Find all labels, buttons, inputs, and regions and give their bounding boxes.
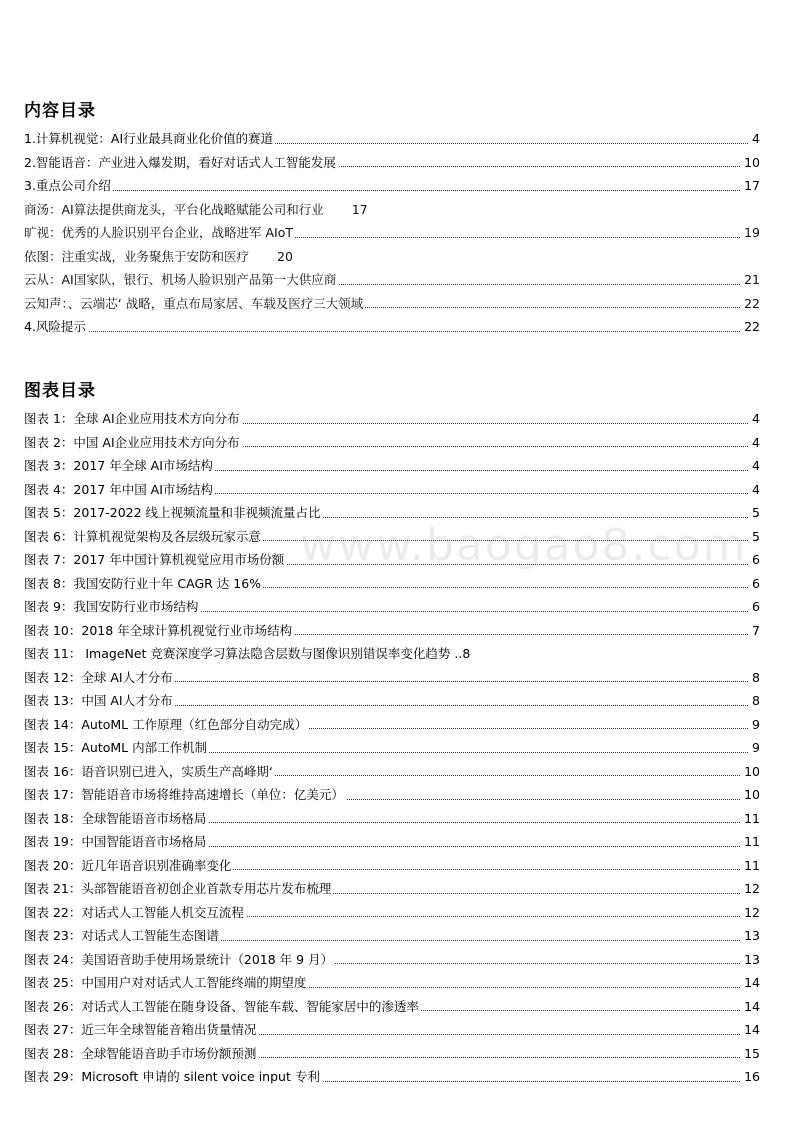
toc-entry-page: 17: [351, 201, 368, 217]
toc-entry-label: 依图：注重实战，业务聚焦于安防和医疗: [24, 248, 250, 264]
figure-entry[interactable]: [24, 1042, 760, 1066]
figure-entry-label: 图表 11： ImageNet 竞赛深度学习算法隐含层数与图像识别错误率变化趋势 ..8: [24, 646, 471, 661]
figure-entry-label: 图表 4：2017 年中国 AI市场结构: [24, 481, 213, 497]
figure-entry-page: 11: [740, 830, 760, 854]
toc-entry-page: 17: [740, 174, 760, 198]
watermark: www.baogao8.com: [300, 520, 748, 571]
figure-entry-label: 图表 29：Microsoft 申请的 silent voice input 专利: [24, 1069, 320, 1084]
toc-entry-label: 旷视：优秀的人脸识别平台企业，战略进军 AIoT: [24, 225, 293, 240]
contents-list: [24, 127, 760, 339]
figure-entry-label: 图表 18：全球智能语音市场格局: [24, 810, 207, 826]
figure-entry[interactable]: [24, 901, 760, 925]
figure-entry-label: 图表 9：我国安防行业市场结构: [24, 599, 199, 614]
figure-entry-label: 图表 10：2018 年全球计算机视觉行业市场结构: [24, 622, 293, 638]
toc-entry-label: 云知声：、云端芯‘ 战略，重点布局家居、车载及医疗三大领域: [24, 295, 364, 311]
figure-entry[interactable]: [24, 1018, 760, 1042]
figure-entry-label: 图表 5：2017-2022 线上视频流量和非视频流量占比: [24, 505, 321, 520]
figure-entry-label: 图表 16：语音识别已进入，实质生产高峰期‘: [24, 763, 273, 779]
figure-entry-label: 图表 12：全球 AI人才分布: [24, 669, 173, 685]
figure-entry-page: 5: [748, 501, 760, 525]
figure-entry-label: 图表 1：全球 AI企业应用技术方向分布: [24, 411, 240, 426]
figure-entry[interactable]: [24, 877, 760, 901]
figure-entry-page: 12: [740, 901, 760, 925]
toc-entry[interactable]: [24, 292, 760, 316]
figure-entry-label: 图表 20：近几年语音识别准确率变化: [24, 857, 232, 873]
figure-entry-page: 6: [748, 595, 760, 619]
figure-entry[interactable]: [24, 1065, 760, 1089]
figure-entry-page: 13: [740, 924, 760, 948]
figure-entry-label: 图表 28：全球智能语音助手市场份额预测: [24, 1045, 257, 1061]
figure-entry[interactable]: [24, 572, 760, 596]
figure-entry-page: 8: [748, 689, 760, 713]
figure-entry-page: 4: [748, 478, 760, 502]
figure-entry-page: 4: [748, 431, 760, 455]
toc-entry-page: 4: [748, 127, 760, 151]
figure-entry[interactable]: [24, 642, 760, 666]
figure-entry-label: 图表 8：我国安防行业十年 CAGR 达 16%: [24, 575, 262, 591]
figure-entry[interactable]: [24, 548, 760, 572]
figure-entry-label: 图表 26：对话式人工智能在随身设备、智能车载、智能家居中的渗透率: [24, 998, 419, 1014]
toc-entry-label: 云从：AI国家队，银行、机场人脸识别产品第一大供应商: [24, 272, 337, 287]
figure-entry-page: 14: [740, 1018, 760, 1042]
figure-entry[interactable]: [24, 619, 760, 643]
figure-entry-page: 11: [740, 807, 760, 831]
figure-entry-label: 图表 27：近三年全球智能音箱出货量情况: [24, 1022, 257, 1037]
figure-entry[interactable]: [24, 807, 760, 831]
figure-entry-label: 图表 23：对话式人工智能生态图谱: [24, 928, 219, 943]
toc-entry-page: 10: [740, 151, 760, 175]
figure-entry-label: 图表 2：中国 AI企业应用技术方向分布: [24, 434, 240, 450]
contents-heading: 内容目录: [24, 101, 96, 121]
figure-entry[interactable]: [24, 760, 760, 784]
figure-entry-label: 图表 3：2017 年全球 AI市场结构: [24, 458, 213, 473]
toc-entry[interactable]: [24, 245, 760, 269]
figure-entry[interactable]: [24, 525, 760, 549]
figure-entry[interactable]: [24, 478, 760, 502]
figure-entry[interactable]: [24, 666, 760, 690]
figure-entry-label: 图表 17：智能语音市场将维持高速增长（单位：亿美元）: [24, 787, 344, 802]
figure-entry[interactable]: [24, 595, 760, 619]
toc-entry-page: 22: [740, 292, 760, 316]
figure-entry[interactable]: [24, 501, 760, 525]
figure-entry-page: 11: [740, 854, 760, 878]
toc-entry[interactable]: [24, 221, 760, 245]
figures-heading: 图表目录: [24, 381, 96, 401]
toc-entry-label: 3.重点公司介绍: [24, 178, 111, 193]
toc-entry-label: 4.风险提示: [24, 319, 86, 334]
figure-entry[interactable]: [24, 830, 760, 854]
figure-entry-page: 6: [748, 572, 760, 596]
figure-entry-page: 7: [748, 619, 760, 643]
figure-entry[interactable]: [24, 713, 760, 737]
figure-entry[interactable]: [24, 431, 760, 455]
figure-entry-label: 图表 15：AutoML 内部工作机制: [24, 740, 208, 755]
toc-entry[interactable]: [24, 268, 760, 292]
figure-entry-label: 图表 19：中国智能语音市场格局: [24, 834, 207, 849]
figure-entry[interactable]: [24, 454, 760, 478]
toc-entry-page: 21: [740, 268, 760, 292]
figure-entry-page: 9: [748, 713, 760, 737]
toc-entry[interactable]: [24, 174, 760, 198]
figure-entry-page: 8: [748, 666, 760, 690]
figure-entry-label: 图表 6：计算机视觉架构及各层级玩家示意: [24, 528, 261, 544]
figure-entry[interactable]: [24, 948, 760, 972]
figure-entry-page: 14: [740, 971, 760, 995]
figure-entry[interactable]: [24, 854, 760, 878]
figure-entry[interactable]: [24, 736, 760, 760]
toc-entry[interactable]: [24, 151, 760, 175]
figure-entry-page: 14: [740, 995, 760, 1019]
figure-entry[interactable]: [24, 995, 760, 1019]
figure-entry-label: 图表 21：头部智能语音初创企业首款专用芯片发布梳理: [24, 881, 332, 896]
figure-entry-label: 图表 24：美国语音助手使用场景统计（2018 年 9 月）: [24, 951, 334, 967]
toc-entry-label: 2.智能语音：产业进入爆发期，看好对话式人工智能发展: [24, 154, 336, 170]
toc-entry-label: 1.计算机视觉：AI行业最具商业化价值的赛道: [24, 131, 274, 146]
figure-entry-page: 5: [748, 525, 760, 549]
figure-entry-page: 10: [740, 760, 760, 784]
toc-entry-page: 22: [740, 315, 760, 339]
figure-entry[interactable]: [24, 689, 760, 713]
toc-entry[interactable]: [24, 198, 760, 222]
figure-entry[interactable]: [24, 971, 760, 995]
toc-entry-page: 19: [740, 221, 760, 245]
figure-entry-label: 图表 7：2017 年中国计算机视觉应用市场份额: [24, 552, 285, 567]
figure-entry-page: 9: [748, 736, 760, 760]
toc-entry[interactable]: [24, 315, 760, 339]
figure-entry-label: 图表 25：中国用户对对话式人工智能终端的期望度: [24, 975, 307, 990]
figure-entry-page: 13: [740, 948, 760, 972]
toc-entry-label: 商汤：AI算法提供商龙头，平台化战略赋能公司和行业: [24, 201, 324, 217]
figure-entry[interactable]: [24, 783, 760, 807]
figure-entry[interactable]: [24, 924, 760, 948]
figure-entry-page: 16: [740, 1065, 760, 1089]
figure-entry-page: 4: [748, 454, 760, 478]
figure-entry[interactable]: [24, 407, 760, 431]
toc-entry[interactable]: [24, 127, 760, 151]
figure-entry-page: 6: [748, 548, 760, 572]
figure-entry-page: 10: [740, 783, 760, 807]
figure-entry-page: 4: [748, 407, 760, 431]
figure-entry-page: 12: [740, 877, 760, 901]
figure-entry-page: 15: [740, 1042, 760, 1066]
figure-entry-label: 图表 14：AutoML 工作原理（红色部分自动完成）: [24, 716, 308, 732]
figure-entry-label: 图表 13：中国 AI人才分布: [24, 693, 173, 708]
figure-entry-label: 图表 22：对话式人工智能人机交互流程: [24, 904, 244, 920]
figures-list: [24, 407, 760, 1089]
toc-entry-page: 20: [277, 248, 293, 264]
